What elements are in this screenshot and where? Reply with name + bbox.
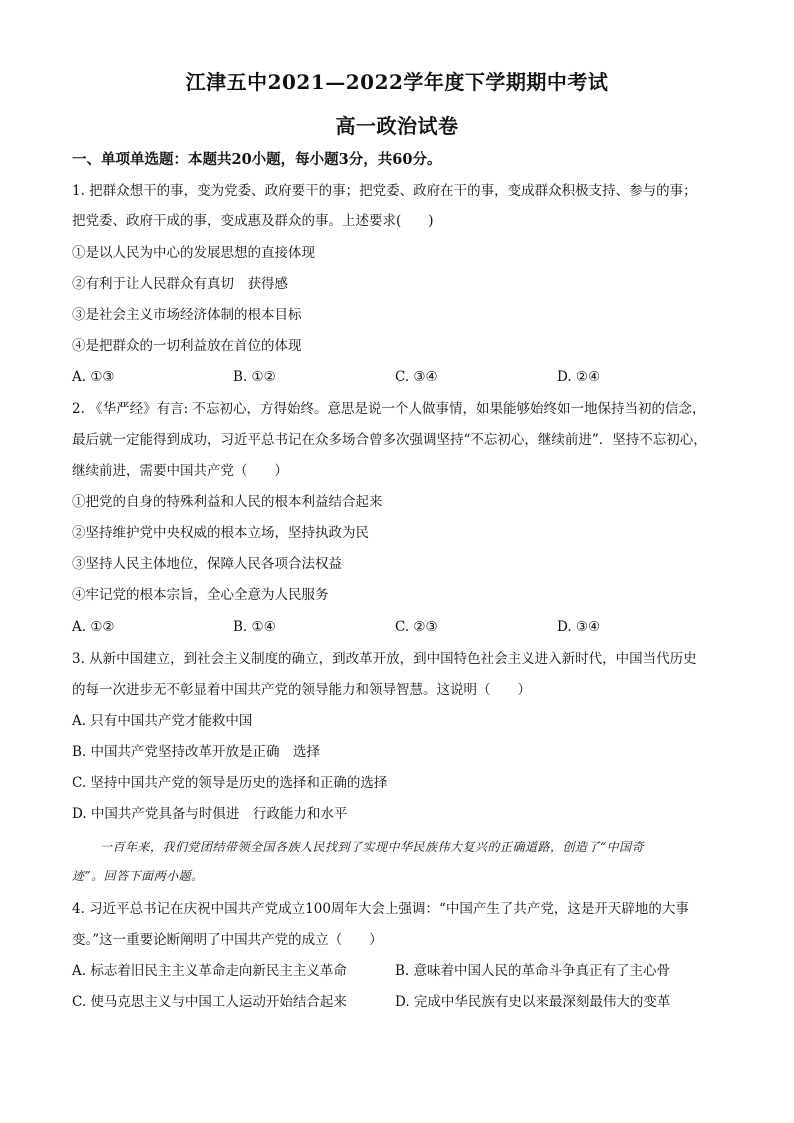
q4-stem-line2: 变。”这一重要论断阐明了中国共产党的成立（ ）: [72, 932, 383, 948]
q2-option-c: C. ②③: [395, 619, 438, 635]
passage-line1: 一百年来，我们党团结带领全国各族人民找到了实现中华民族伟大复兴的正确道路，创造了“中国奇: [100, 840, 645, 854]
q4-stem-line1: 4. 习近平总书记在庆祝中国共产党成立100周年大会上强调：“中国产生了共产党，这是开天辟地的大事: [72, 901, 689, 917]
q1-stem-line1: 1. 把群众想干的事，变为党委、政府要干的事；把党委、政府在干的事，变成群众积极支持、参与的事；: [72, 183, 697, 199]
q3-option-a: A. 只有中国共产党才能救中国: [72, 713, 253, 729]
q3-option-c: C. 坚持中国共产党的领导是历史的选择和正确的选择: [72, 775, 388, 791]
q3-stem-line2: 的每一次进步无不彰显着中国共产党的领导能力和领导智慧。这说明（ ）: [72, 682, 531, 698]
q1-option-b: B. ①②: [233, 369, 276, 385]
q2-stem-line1: 2. 《华严经》有言: 不忘初心，方得始终。意思是说一个人做事情，如果能够始终如一地保持当初的信念，: [72, 401, 706, 417]
q1-item-4: ④是把群众的一切利益放在首位的体现: [72, 338, 302, 354]
q2-option-d: D. ③④: [557, 619, 601, 635]
exam-title: 江津五中2021—2022学年度下学期期中考试: [185, 70, 609, 94]
q1-stem-line2: 把党委、政府干成的事，变成惠及群众的事。上述要求( ): [72, 213, 434, 229]
q4-option-d: D. 完成中华民族有史以来最深刻最伟大的变革: [395, 994, 671, 1010]
q2-item-1: ①把党的自身的特殊利益和人民的根本利益结合起来: [72, 494, 383, 510]
q4-option-a: A. 标志着旧民主主义革命走向新民主主义革命: [72, 963, 347, 979]
q2-item-2: ②坚持维护党中央权威的根本立场，坚持执政为民: [72, 525, 369, 541]
q3-option-b: B. 中国共产党坚持改革开放是正确 选择: [72, 744, 321, 760]
q4-option-c: C. 使马克思主义与中国工人运动开始结合起来: [72, 994, 347, 1010]
q3-option-d: D. 中国共产党具备与时俱进 行政能力和水平: [72, 806, 348, 822]
passage-line2: 迹”。回答下面两小题。: [72, 869, 204, 883]
q2-item-3: ③坚持人民主体地位，保障人民各项合法权益: [72, 556, 342, 572]
q1-item-1: ①是以人民为中心的发展思想的直接体现: [72, 245, 315, 261]
q2-stem-line3: 继续前进，需要中国共产党（ ）: [72, 463, 288, 479]
section-heading: 一、单项单选题：本题共20小题，每小题3分，共60分。: [72, 151, 442, 168]
q2-option-a: A. ①②: [72, 619, 115, 635]
q1-item-2: ②有利于让人民群众有真切 获得感: [72, 276, 288, 292]
q1-item-3: ③是社会主义市场经济体制的根本目标: [72, 307, 302, 323]
q1-option-d: D. ②④: [557, 369, 601, 385]
q2-item-4: ④牢记党的根本宗旨，全心全意为人民服务: [72, 587, 329, 603]
q1-option-a: A. ①③: [72, 369, 115, 385]
exam-subtitle: 高一政治试卷: [335, 114, 459, 138]
q3-stem-line1: 3. 从新中国建立，到社会主义制度的确立，到改革开放，到中国特色社会主义进入新时代，中国当代历史: [72, 651, 697, 667]
q4-option-b: B. 意味着中国人民的革命斗争真正有了主心骨: [395, 963, 671, 979]
q2-stem-line2: 最后就一定能得到成功，习近平总书记在众多场合曾多次强调坚持“不忘初心，继续前进”．坚持不忘初心，: [72, 432, 707, 448]
q2-option-b: B. ①④: [233, 619, 276, 635]
q1-option-c: C. ③④: [395, 369, 438, 385]
